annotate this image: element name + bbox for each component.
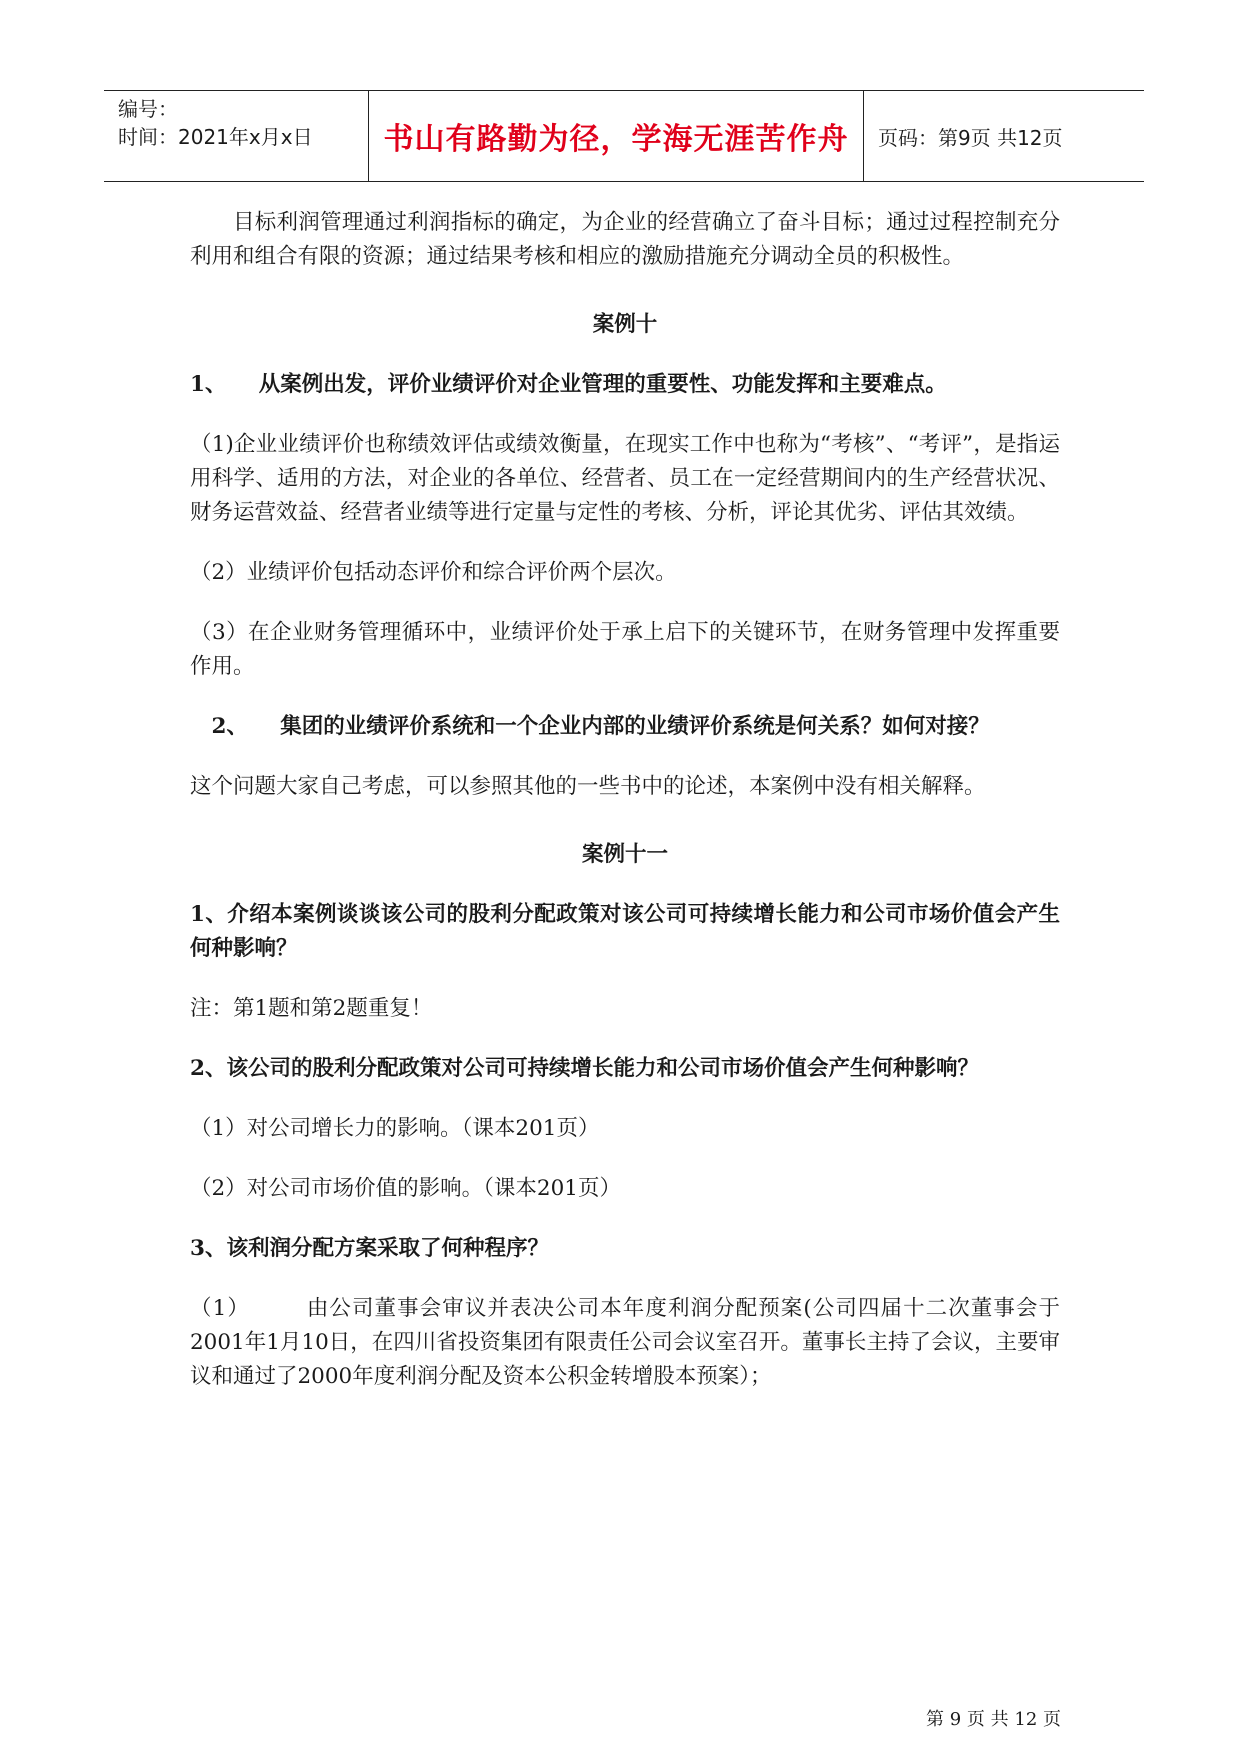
case-10-answer-1-2: （2）业绩评价包括动态评价和综合评价两个层次。 bbox=[190, 560, 677, 585]
case-11-answer-3-1: （1） 由公司董事会审议并表决公司本年度利润分配预案(公司四届十二次董事会于2001年1月10日，在四川省投资集团有限责任公司会议室召开。董事长主持了会议，主要审议和通过了2000年度利润分配及资本公积金转增股本预案）； bbox=[190, 1296, 1060, 1389]
header-page: 页码：第9页 共12页 bbox=[878, 125, 1063, 150]
case-10-answer-1-1: （1)企业业绩评价也称绩效评估或绩效衡量，在现实工作中也称为“考核”、“考评”，是指运用科学、适用的方法，对企业的各单位、经营者、员工在一定经营期间内的生产经营状况、财务运营效益、经营者业绩等进行定量与定性的考核、分析，评论其优劣、评估其效绩。 bbox=[190, 432, 1060, 525]
header-table bbox=[104, 90, 1144, 182]
case-11-question-3: 3、该利润分配方案采取了何种程序？ bbox=[190, 1236, 549, 1261]
header-motto: 书山有路勤为径，学海无涯苦作舟 bbox=[369, 91, 864, 181]
case-11-question-1: 1、介绍本案例谈谈该公司的股利分配政策对该公司可持续增长能力和公司市场价值会产生何种影响？ bbox=[190, 902, 1060, 961]
page-footer: 第 9 页 共 12 页 bbox=[926, 1709, 1061, 1730]
header-number: 编号： bbox=[118, 97, 178, 121]
intro-paragraph: 目标利润管理通过利润指标的确定，为企业的经营确立了奋斗目标；通过过程控制充分利用和组合有限的资源；通过结果考核和相应的激励措施充分调动全员的积极性。 bbox=[190, 210, 1060, 269]
document-body bbox=[190, 206, 1060, 1394]
header-meta-cell bbox=[104, 91, 369, 181]
case-10-title: 案例十 bbox=[592, 312, 658, 337]
case-10-question-1: 1、 从案例出发，评价业绩评价对企业管理的重要性、功能发挥和主要难点。 bbox=[190, 372, 947, 397]
case-10-question-2: 2、 集团的业绩评价系统和一个企业内部的业绩评价系统是何关系？如何对接？ bbox=[190, 714, 990, 739]
case-10-answer-2: 这个问题大家自己考虑，可以参照其他的一些书中的论述，本案例中没有相关解释。 bbox=[190, 774, 986, 799]
case-11-answer-2-2: （2）对公司市场价值的影响。（课本201页） bbox=[190, 1176, 621, 1201]
case-11-answer-1: 注：第1题和第2题重复！ bbox=[190, 996, 433, 1021]
case-11-answer-2-1: （1）对公司增长力的影响。（课本201页） bbox=[190, 1116, 600, 1141]
header-date: 时间：2021年x月x日 bbox=[118, 125, 313, 149]
case-11-question-2: 2、该公司的股利分配政策对公司可持续增长能力和公司市场价值会产生何种影响？ bbox=[190, 1056, 979, 1081]
case-11-title: 案例十一 bbox=[581, 842, 668, 867]
case-10-answer-1-3: （3）在企业财务管理循环中，业绩评价处于承上启下的关键环节，在财务管理中发挥重要作用。 bbox=[190, 620, 1060, 679]
